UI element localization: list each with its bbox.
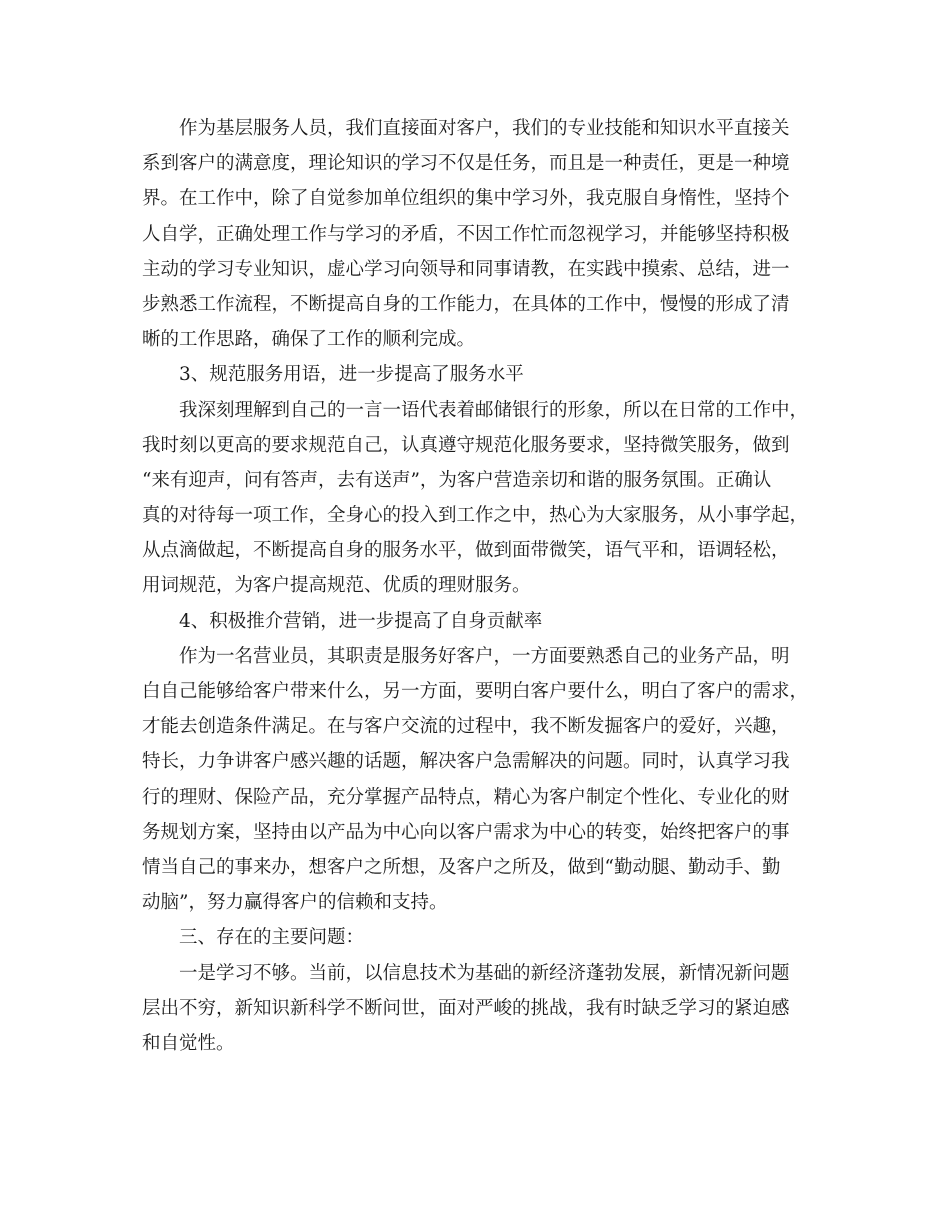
text-line: 晰的工作思路，确保了工作的顺利完成。: [142, 329, 476, 351]
text-line: 从点滴做起，不断提高自身的服务水平，做到面带微笑，语气平和，语调轻松，: [142, 540, 790, 562]
paragraph: [142, 956, 802, 1062]
text-line: 白自己能够给客户带来什么，另一方面，要明白客户要什么，明白了客户的需求，: [142, 681, 809, 702]
text-line: “来有迎声，问有答声，去有送声”，为客户营造亲切和谐的服务氛围。正确认: [142, 469, 772, 491]
text-line: 行的理财、保险产品，充分掌握产品特点，精心为客户制定个性化、专业化的财: [142, 786, 790, 808]
text-line: 作为基层服务人员，我们直接面对客户，我们的专业技能和知识水平直接关: [179, 118, 790, 139]
section-heading: [142, 357, 802, 392]
text-line: 才能去创造条件满足。在与客户交流的过程中，我不断发掘客户的爱好，兴趣，: [142, 716, 790, 738]
text-line: 我深刻理解到自己的一言一语代表着邮储银行的形象，所以在日常的工作中，: [179, 399, 809, 421]
text-line: 动脑”，努力赢得客户的信赖和支持。: [142, 892, 448, 914]
heading-line: 三、存在的主要问题：: [179, 927, 365, 949]
text-line: 步熟悉工作流程，不断提高自身的工作能力，在具体的工作中，慢慢的形成了清: [142, 293, 790, 315]
section-heading: [142, 920, 802, 955]
text-line: 人自学，正确处理工作与学习的矛盾，不因工作忙而忽视学习，并能够坚持积极: [142, 223, 790, 245]
paragraph: [142, 111, 802, 357]
text-line: 情当自己的事来办，想客户之所想，及客户之所及，做到“勤动腿、勤动手、勤: [142, 856, 781, 878]
text-line: 我时刻以更高的要求规范自己，认真遵守规范化服务要求，坚持微笑服务，做到: [142, 434, 790, 456]
text-line: 特长，力争讲客户感兴趣的话题，解决客户急需解决的问题。同时，认真学习我: [142, 751, 790, 773]
section-heading: [142, 604, 802, 639]
text-line: 一是学习不够。当前，以信息技术为基础的新经济蓬勃发展，新情况新问题: [179, 962, 790, 984]
text-line: 界。在工作中，除了自觉参加单位组织的集中学习外，我克服自身惰性，坚持个: [142, 188, 790, 210]
paragraph: [142, 393, 809, 604]
heading-line: 4、积极推介营销，进一步提高了自身贡献率: [179, 610, 543, 632]
paragraph: [142, 639, 809, 921]
text-line: 作为一名营业员，其职责是服务好客户，一方面要熟悉自己的业务产品，明: [179, 645, 790, 667]
text-line: 用词规范，为客户提高规范、优质的理财服务。: [142, 575, 531, 597]
heading-line: 3、规范服务用语，进一步提高了服务水平: [179, 364, 524, 386]
text-line: 务规划方案，坚持由以产品为中心向以客户需求为中心的转变，始终把客户的事: [142, 821, 790, 843]
document-body: [142, 111, 809, 1061]
text-line: 层出不穷，新知识新科学不断问世，面对严峻的挑战，我有时缺乏学习的紧迫感: [142, 997, 790, 1019]
text-line: 真的对待每一项工作，全身心的投入到工作之中，热心为大家服务，从小事学起，: [142, 505, 809, 527]
text-line: 系到客户的满意度，理论知识的学习不仅是任务，而且是一种责任，更是一种境: [142, 153, 790, 175]
text-line: 和自觉性。: [142, 1032, 235, 1054]
text-line: 主动的学习专业知识，虚心学习向领导和同事请教，在实践中摸索、总结，进一: [142, 258, 790, 280]
